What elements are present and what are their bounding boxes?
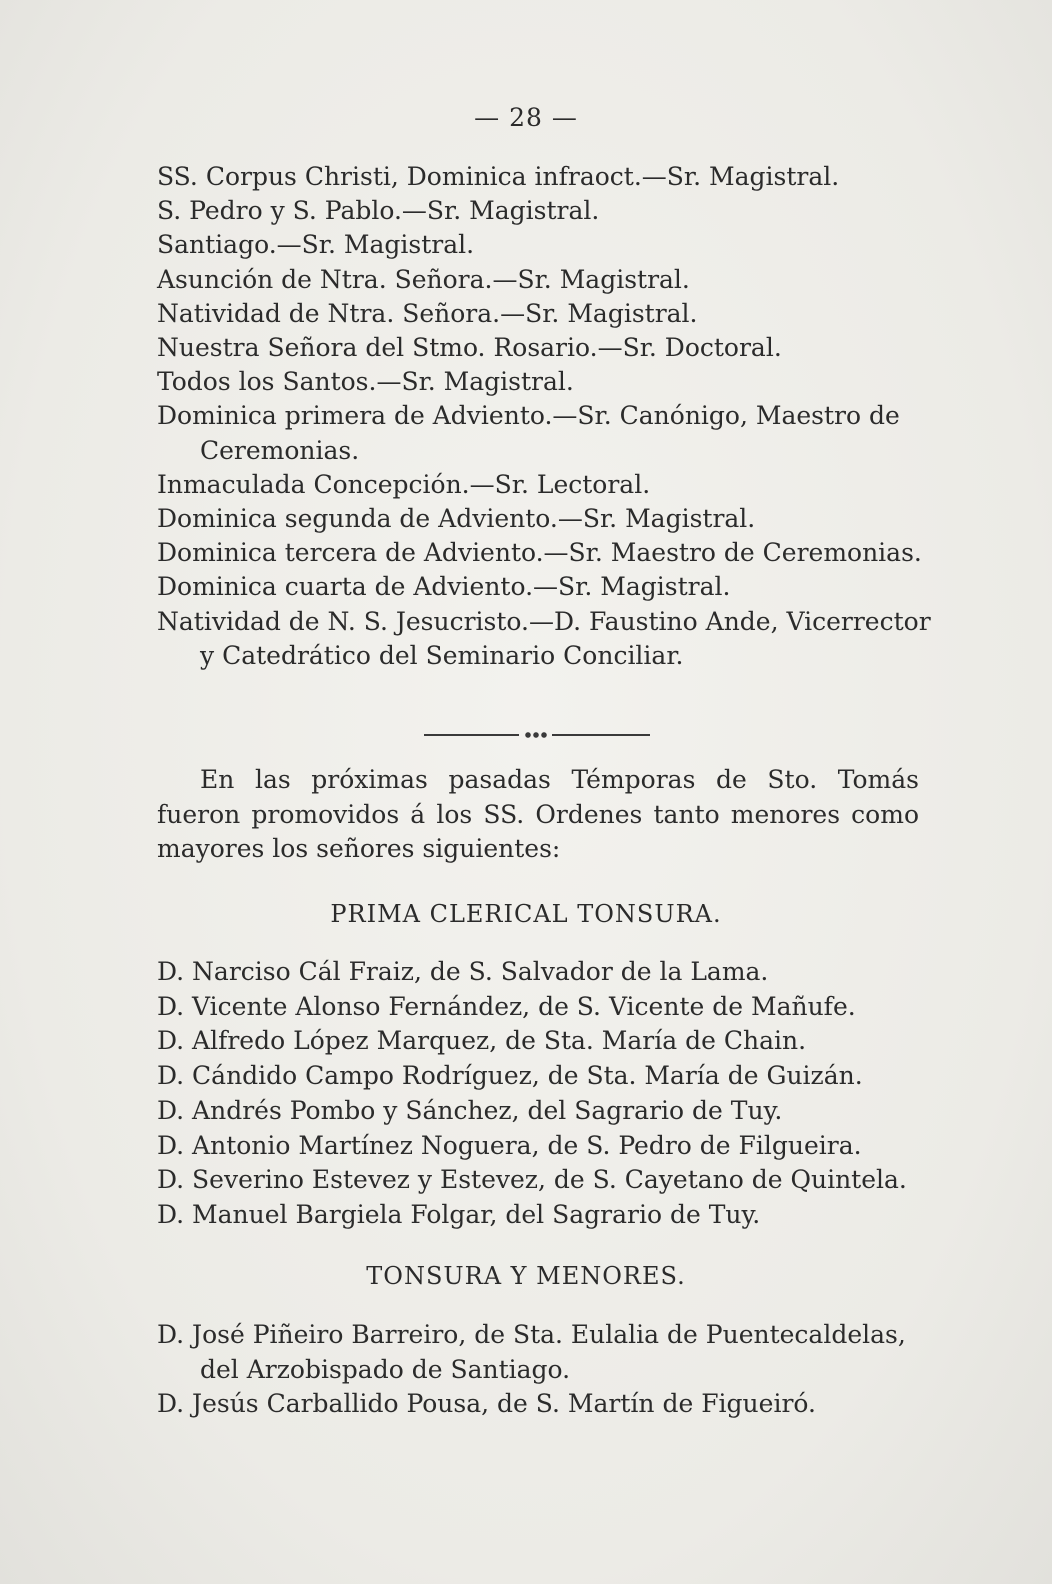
schedule-entry: Inmaculada Concepción.—Sr. Lectoral. — [157, 469, 651, 499]
ordinand-entry: D. Andrés Pombo y Sánchez, del Sagrario de Tuy. — [157, 1095, 783, 1125]
ordinand-entry: D. Antonio Martínez Noguera, de S. Pedro de Filgueira. — [157, 1130, 862, 1160]
schedule-entry: SS. Corpus Christi, Dominica infraoct.—Sr. Magistral. — [157, 162, 840, 191]
schedule-entry: Dominica tercera de Adviento.—Sr. Maestro de Ceremonias. — [157, 538, 922, 568]
schedule-entry: Asunción de Ntra. Señora.—Sr. Magistral. — [157, 264, 690, 294]
ordinand-entry: D. Jesús Carballido Pousa, de S. Martín de Figueiró. — [157, 1389, 816, 1419]
section-divider-ornament — [424, 731, 650, 739]
ordinand-entry: D. Vicente Alonso Fernández, de S. Vicente de Mañufe. — [157, 991, 856, 1021]
ordinand-entry: D. Narciso Cál Fraiz, de S. Salvador de la Lama. — [157, 957, 769, 986]
schedule-entry: Santiago.—Sr. Magistral. — [157, 230, 475, 260]
divider-line-left — [424, 734, 519, 736]
schedule-entry: Natividad de N. S. Jesucristo.—D. Faustino Ande, Vicerrector y Catedrático del Seminario Conciliar. — [157, 606, 931, 670]
tonsura-menores-list — [157, 1318, 932, 1422]
prima-tonsura-list — [157, 955, 932, 1233]
ordinand-entry: D. Alfredo López Marquez, de Sta. María de Chain. — [157, 1026, 807, 1056]
page-number: — 28 — — [474, 103, 578, 132]
section-heading-tonsura-menores: TONSURA Y MENORES. — [366, 1262, 686, 1290]
divider-flourish-icon — [520, 731, 552, 739]
schedule-entry: Dominica cuarta de Adviento.—Sr. Magistral. — [157, 572, 731, 602]
divider-line-right — [552, 734, 650, 736]
section-heading-prima-tonsura: PRIMA CLERICAL TONSURA. — [330, 900, 722, 928]
ordination-intro-paragraph: En las próximas pasadas Témporas de Sto. Tomás fueron promovidos á los SS. Ordenes tanto menores como mayores los señores siguientes: — [157, 765, 919, 863]
schedule-entry: S. Pedro y S. Pablo.—Sr. Magistral. — [157, 196, 600, 226]
ordinand-entry: D. Severino Estevez y Estevez, de S. Cayetano de Quintela. — [157, 1165, 907, 1195]
schedule-entry: Nuestra Señora del Stmo. Rosario.—Sr. Doctoral. — [157, 333, 782, 363]
schedule-entry: Natividad de Ntra. Señora.—Sr. Magistral. — [157, 298, 698, 328]
schedule-entry: Dominica primera de Adviento.—Sr. Canónigo, Maestro de Ceremonias. — [157, 401, 900, 465]
ordinand-entry: D. Manuel Bargiela Folgar, del Sagrario de Tuy. — [157, 1199, 761, 1229]
schedule-entry: Todos los Santos.—Sr. Magistral. — [157, 367, 574, 397]
ordinand-entry: D. Cándido Campo Rodríguez, de Sta. María de Guizán. — [157, 1061, 863, 1091]
schedule-entry: Dominica segunda de Adviento.—Sr. Magistral. — [157, 504, 756, 534]
sermon-schedule — [157, 160, 932, 673]
ordinand-entry: D. José Piñeiro Barreiro, de Sta. Eulalia de Puentecaldelas, del Arzobispado de Santiago. — [157, 1320, 906, 1384]
